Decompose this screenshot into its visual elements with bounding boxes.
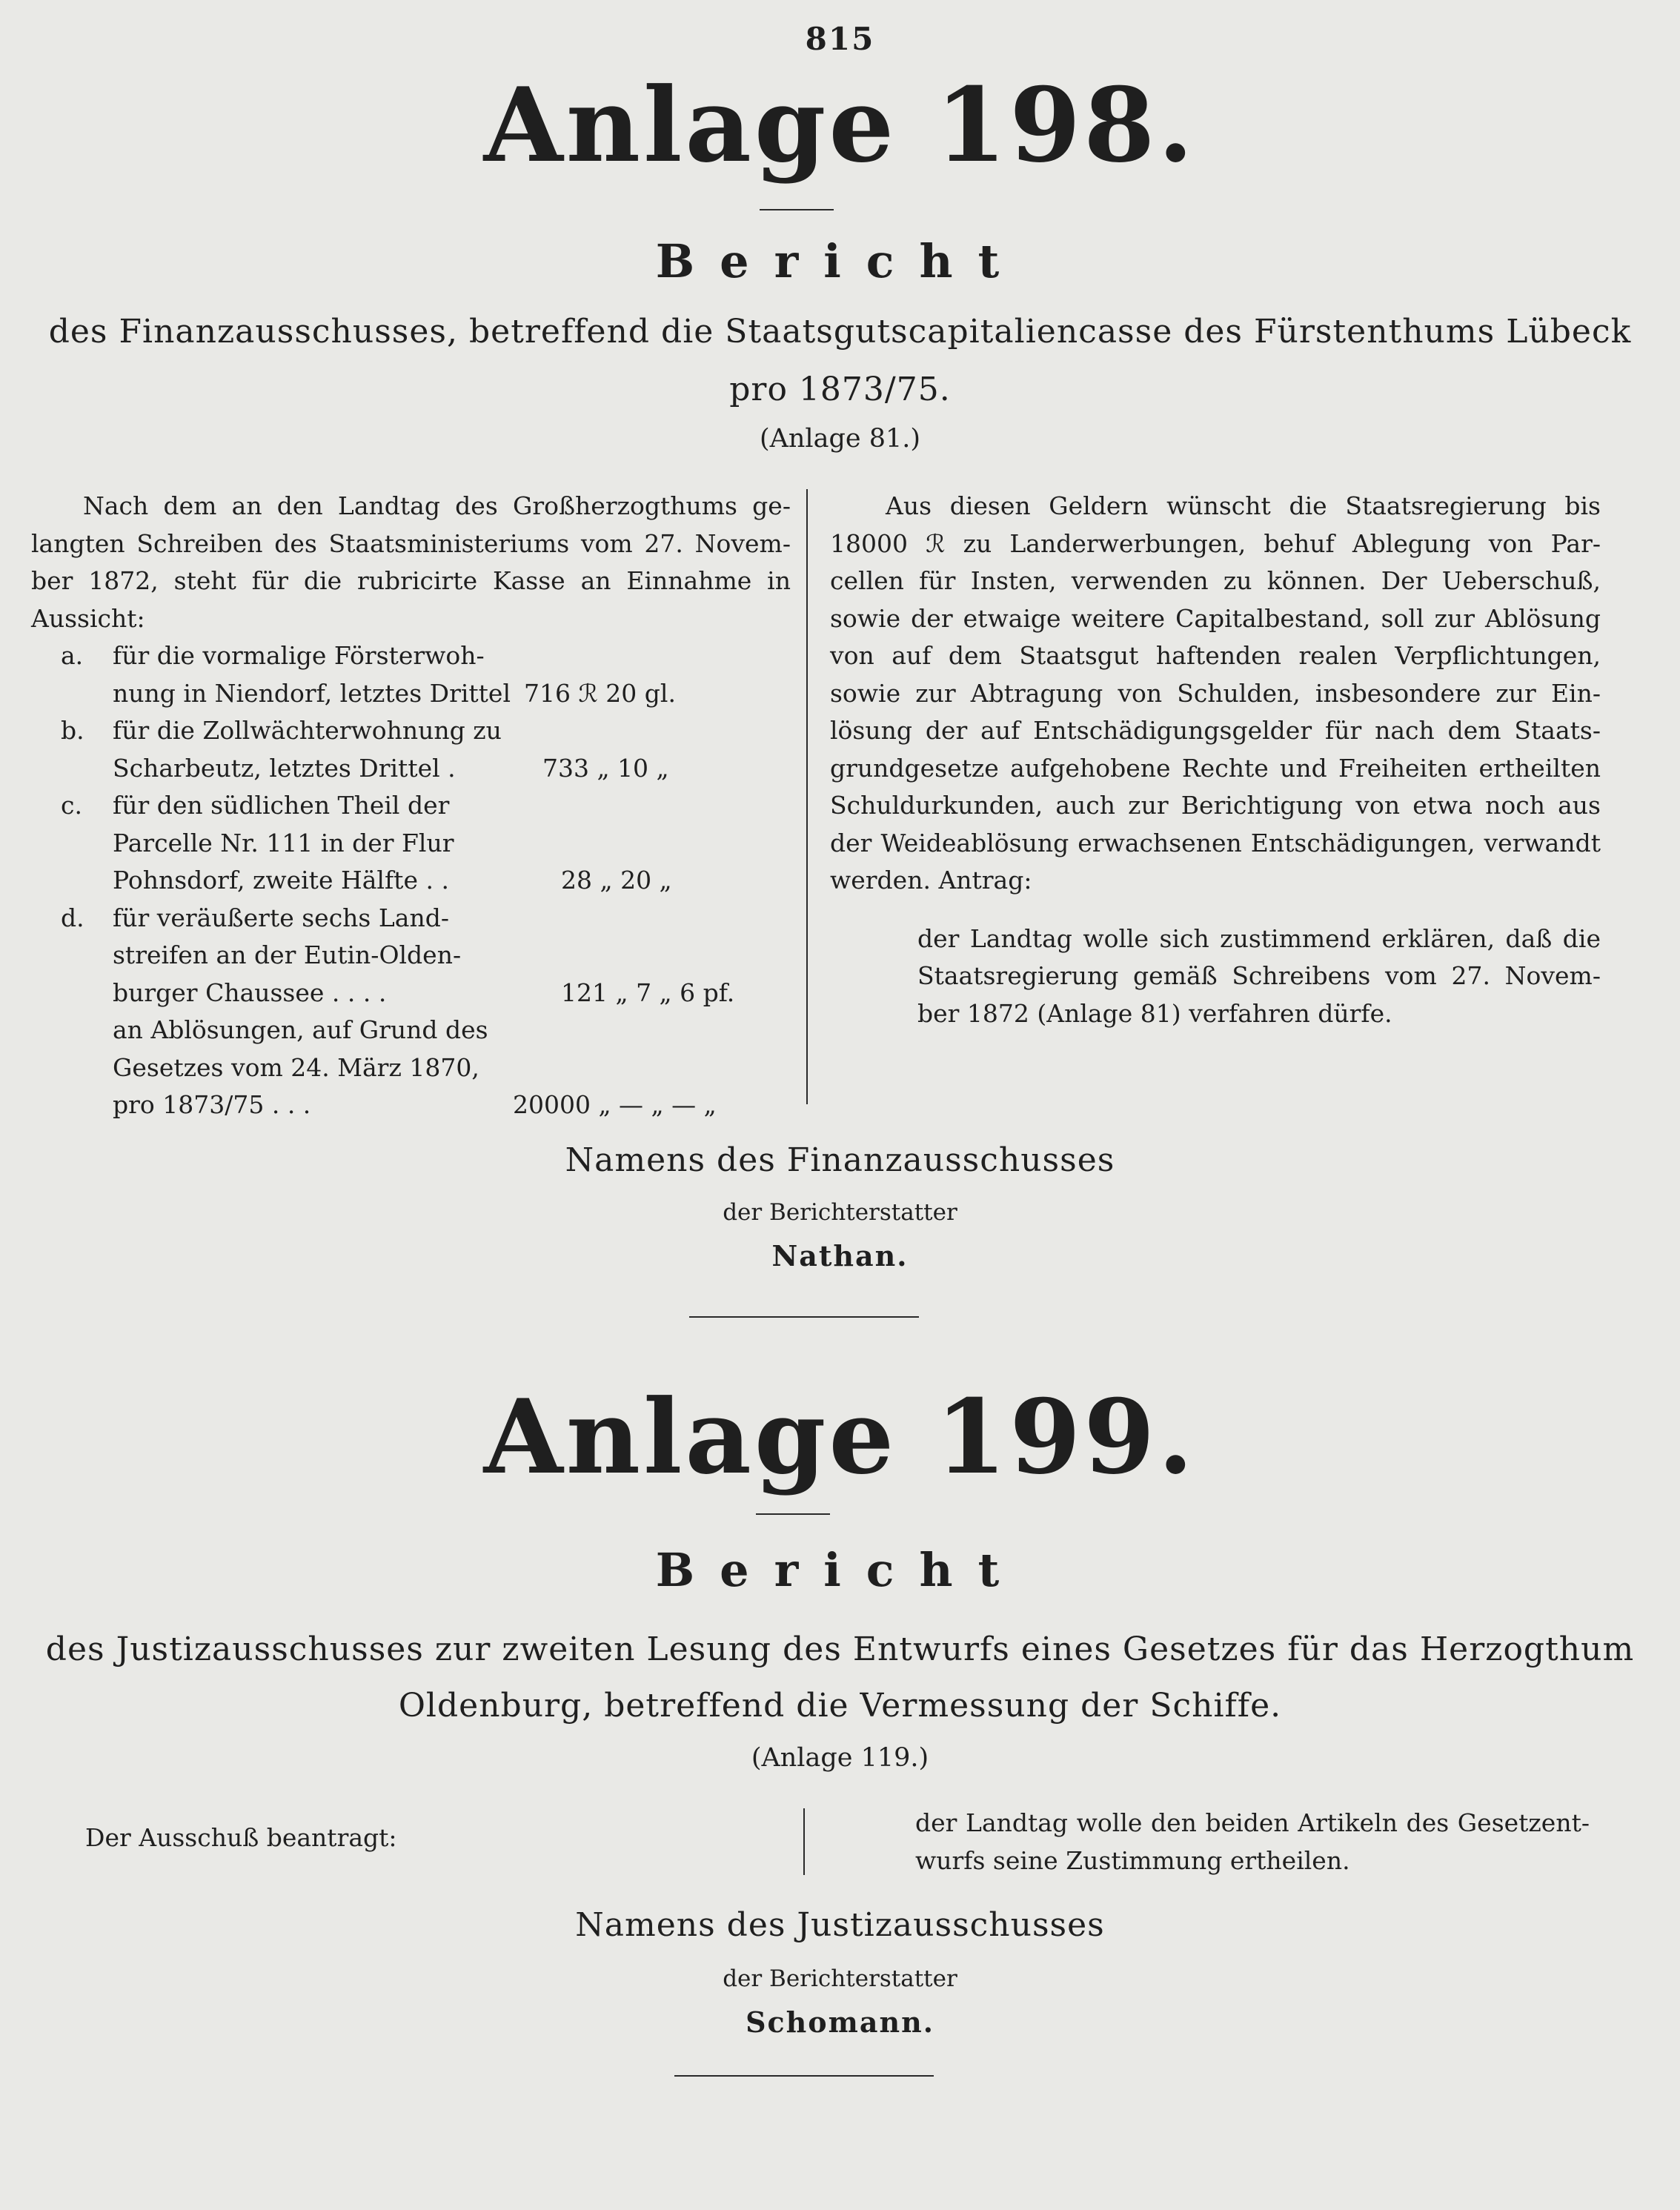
text-line: langten Schreiben des Staatsministeriums vom 27. Novem- [31,528,791,558]
text-line: Nach dem an den Landtag des Großherzogthums ge- [83,491,791,520]
text-line: lösung der auf Entschädigungsgelder für nach dem Staats- [830,716,1601,745]
text-line: grundgesetze aufgehobene Rechte und Freiheiten ertheilten [830,753,1601,783]
list-item [31,937,791,975]
text-line: der Weideablösung erwachsenen Entschädigungen, verwandt [830,828,1601,857]
anlage-199-signature-committee: Namens des Justizausschusses [575,1906,1105,1944]
anlage-199-reference: (Anlage 119.) [751,1743,929,1773]
item-text: an Ablösungen, auf Grund des [113,1015,488,1044]
anlage-199-title: Anlage 199. [483,1376,1197,1497]
divider [760,209,834,210]
anlage-199-signature-name: Schomann. [746,2005,934,2039]
list-item [31,787,791,825]
list-item [31,637,791,675]
column-divider [806,489,808,1104]
item-text: streifen an der Eutin-Olden- [113,940,462,969]
item-text: pro 1873/75 . . . [113,1090,311,1119]
anlage-198-signature-role: der Berichterstatter [723,1199,957,1226]
motion-line: der Landtag wolle den beiden Artikeln des Gesetzent- [915,1808,1590,1837]
anlage-198-right-column [830,488,1601,1032]
anlage-199-signature-role: der Berichterstatter [723,1965,957,1992]
item-text: Scharbeutz, letztes Drittel . [113,753,456,783]
list-item [31,675,791,713]
item-mark: b. [61,716,84,745]
anlage-198-reference: (Anlage 81.) [759,424,921,454]
item-text: für die Zollwächterwohnung zu [113,716,502,745]
list-item [31,825,791,863]
item-mark: a. [61,641,84,670]
item-amount: 121 „ 7 „ 6 pf. [561,978,735,1007]
list-item [31,1086,791,1124]
item-text: für den südlichen Theil der [113,791,450,820]
anlage-198-signature-committee: Namens des Finanzausschusses [565,1141,1115,1179]
item-text: für veräußerte sechs Land- [113,903,449,932]
item-mark: c. [61,791,82,820]
text-line: sowie zur Abtragung von Schulden, insbesondere zur Ein- [830,678,1601,708]
anlage-198-heading: Bericht [655,234,1025,288]
anlage-199-left-text: Der Ausschuß beantragt: [85,1823,397,1852]
list-item [31,1012,791,1049]
list-item [31,712,791,750]
anlage-198-signature-name: Nathan. [771,1239,909,1272]
motion-line: wurfs seine Zustimmung ertheilen. [915,1845,1350,1875]
text-line: von auf dem Staatsgut haftenden realen Verpflichtungen, [830,641,1601,670]
item-amount: 716 ℛ 20 gl. [524,678,676,708]
item-text: Pohnsdorf, zweite Hälfte . . [113,866,449,895]
anlage-199-right-column [915,1805,1590,1879]
item-text: burger Chaussee . . . . [113,978,387,1007]
text-line: werden. Antrag: [830,866,1032,895]
text-line: sowie der etwaige weitere Capitalbestand, soll zur Ablösung [830,603,1601,633]
text-line: Schuldurkunden, auch zur Berichtigung von etwa noch aus [830,791,1601,820]
motion-line: Staatsregierung gemäß Schreibens vom 27. Novem- [917,961,1601,990]
text-line: Aussicht: [31,603,145,633]
item-text: nung in Niendorf, letztes Drittel [113,678,511,708]
list-item [31,1049,791,1087]
anlage-199-subtitle-line2: Oldenburg, betreffend die Vermessung der Schiffe. [398,1687,1282,1725]
anlage-198-left-column [31,488,791,1124]
anlage-199-subtitle-line1: des Justizausschusses zur zweiten Lesung des Entwurfs eines Gesetzes für das Herzogthum [45,1630,1635,1668]
text-line: cellen für Insten, verwenden zu können. Der Ueberschuß, [830,566,1601,595]
anlage-198-title: Anlage 198. [483,64,1197,185]
motion-line: der Landtag wolle sich zustimmend erklären, daß die [917,923,1601,953]
item-mark: d. [61,903,84,932]
anlage-198-subtitle-line2: pro 1873/75. [729,371,951,408]
item-amount: 733 „ 10 „ [542,753,669,783]
item-text: Gesetzes vom 24. März 1870, [113,1052,479,1082]
page-number: 815 [805,21,875,57]
motion-line: ber 1872 (Anlage 81) verfahren dürfe. [917,998,1392,1028]
item-amount: 20000 „ — „ — „ [513,1090,717,1119]
list-item [31,862,791,900]
divider [689,1316,919,1318]
text-line: Aus diesen Geldern wünscht die Staatsregierung bis [886,491,1601,520]
divider [674,2075,934,2077]
list-item [31,750,791,788]
item-text: für die vormalige Försterwoh- [113,641,485,670]
divider [756,1513,830,1515]
list-item [31,975,791,1012]
list-item [31,900,791,938]
item-amount: 28 „ 20 „ [561,866,672,895]
anlage-198-subtitle-line1: des Finanzausschusses, betreffend die Staatsgutscapitaliencasse des Fürstenthums Lübeck [48,313,1632,351]
column-divider [803,1808,805,1875]
anlage-199-heading: Bericht [655,1543,1025,1597]
text-line: 18000 ℛ zu Landerwerbungen, behuf Ablegung von Par- [830,528,1601,558]
item-text: Parcelle Nr. 111 in der Flur [113,828,454,857]
text-line: ber 1872, steht für die rubricirte Kasse an Einnahme in [31,566,791,595]
